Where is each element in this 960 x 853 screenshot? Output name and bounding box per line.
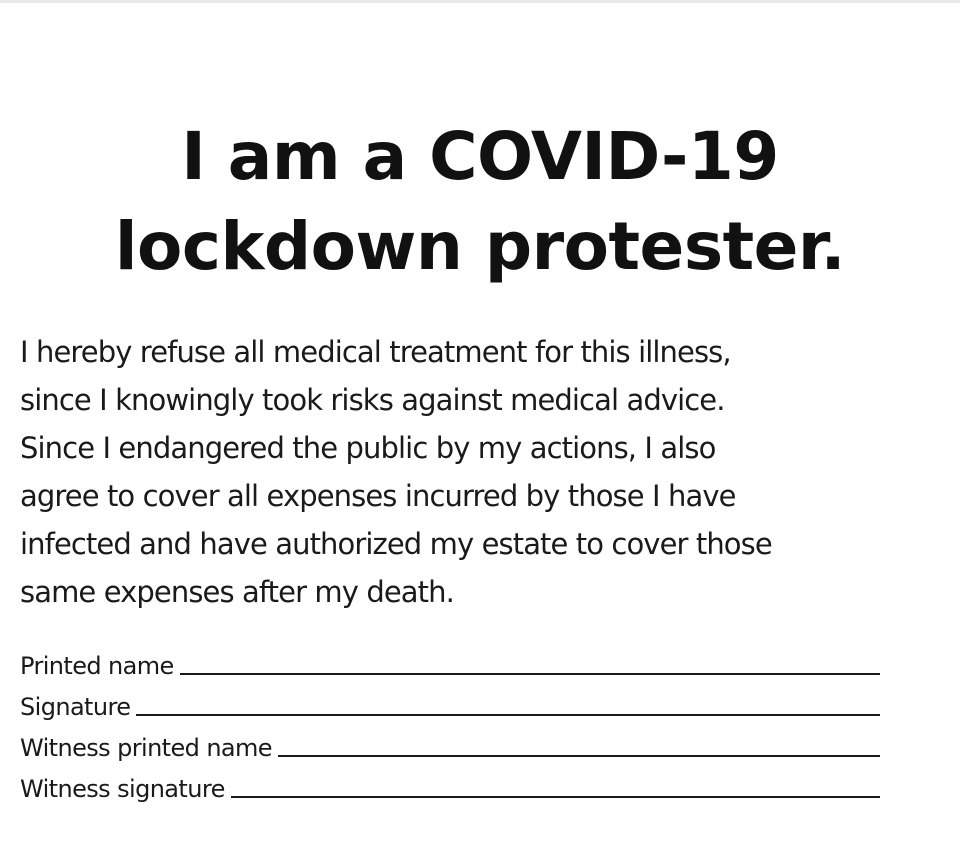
printed-name-field xyxy=(20,640,880,681)
signature-field xyxy=(20,681,880,722)
signature-line xyxy=(136,714,880,716)
declaration-line-2: since I knowingly took risks against medical advice. xyxy=(20,383,725,417)
printed-name-line xyxy=(180,673,880,675)
top-border xyxy=(0,0,960,3)
title-line-1: I am a COVID-19 xyxy=(181,118,779,195)
witness-signature-label: Witness signature xyxy=(20,775,225,803)
title-line-2: lockdown protester. xyxy=(114,208,846,285)
witness-signature-field xyxy=(20,763,880,804)
declaration-line-4: agree to cover all expenses incurred by those I have xyxy=(20,479,736,513)
declaration-line-1: I hereby refuse all medical treatment for this illness, xyxy=(20,335,731,369)
witness-signature-line xyxy=(231,796,880,798)
signature-label: Signature xyxy=(20,693,131,721)
printed-name-label: Printed name xyxy=(20,652,174,680)
declaration-line-6: same expenses after my death. xyxy=(20,575,454,609)
declaration-paragraph xyxy=(20,328,940,616)
witness-printed-name-line xyxy=(278,755,880,757)
signature-fields xyxy=(20,640,880,804)
document-title xyxy=(0,112,960,292)
witness-printed-name-label: Witness printed name xyxy=(20,734,272,762)
witness-printed-name-field xyxy=(20,722,880,763)
declaration-line-5: infected and have authorized my estate to cover those xyxy=(20,527,772,561)
declaration-line-3: Since I endangered the public by my actions, I also xyxy=(20,431,716,465)
